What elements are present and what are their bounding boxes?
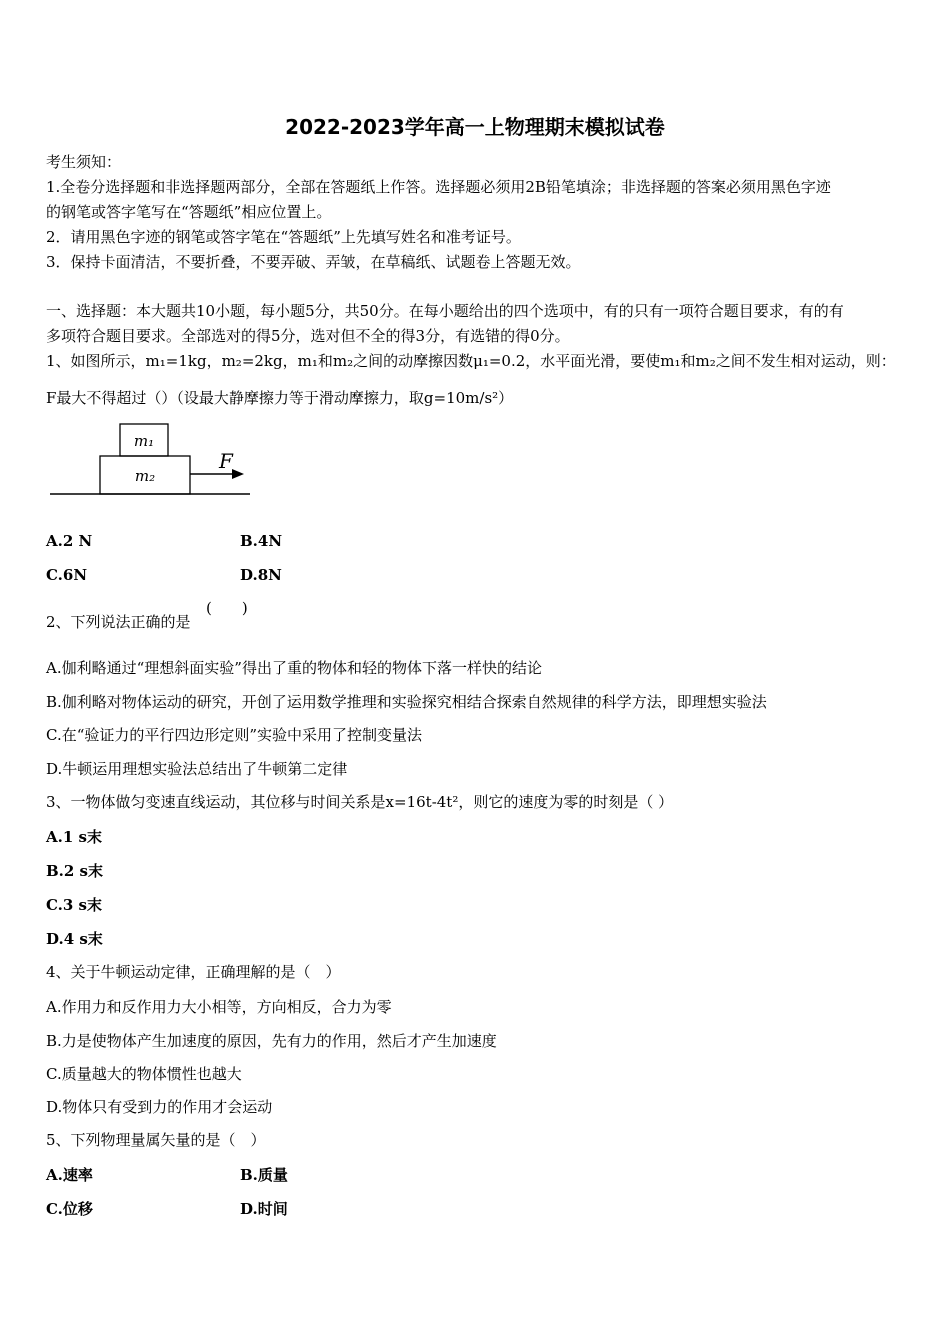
- q2-option-c: C.在“验证力的平行四边形定则”实验中采用了控制变量法: [46, 726, 423, 744]
- q3-option-a: A.1 s末: [46, 828, 102, 846]
- q4-stem: 4、关于牛顿运动定律，正确理解的是（ ）: [46, 963, 341, 981]
- q1-option-b: B.4N: [240, 532, 283, 550]
- q2-option-a: A.伽利略通过“理想斜面实验”得出了重的物体和轻的物体下落一样快的结论: [46, 659, 542, 677]
- q5-option-c: C.位移: [46, 1200, 93, 1218]
- q2-bracket: ( ): [206, 599, 248, 617]
- q1-option-d: D.8N: [240, 566, 282, 584]
- q5-option-d: D.时间: [240, 1200, 288, 1218]
- section-intro-2: 多项符合题目要求。全部选对的得5分，选对但不全的得3分，有选错的得0分。: [46, 327, 570, 345]
- notice-heading: 考生须知：: [46, 153, 122, 171]
- q2-option-d: D.牛顿运用理想实验法总结出了牛顿第二定律: [46, 760, 348, 778]
- notice-item-1b: 的钢笔或答字笔写在“答题纸”相应位置上。: [46, 203, 332, 221]
- q4-option-c: C.质量越大的物体惯性也越大: [46, 1065, 242, 1083]
- notice-item-3: 3．保持卡面清洁，不要折叠，不要弄破、弄皱，在草稿纸、试题卷上答题无效。: [46, 253, 581, 271]
- q2-option-b: B.伽利略对物体运动的研究，开创了运用数学推理和实验探究相结合探索自然规律的科学方法，即理想实验法: [46, 693, 767, 711]
- label-m2: m₂: [134, 467, 156, 485]
- arrow-head-icon: [232, 469, 244, 479]
- q2-stem: 2、下列说法正确的是: [46, 613, 191, 631]
- label-force: F: [219, 449, 233, 473]
- q4-option-b: B.力是使物体产生加速度的原因，先有力的作用，然后才产生加速度: [46, 1032, 497, 1050]
- q1-stem-1: 1、如图所示，m₁=1kg，m₂=2kg，m₁和m₂之间的动摩擦因数μ₁=0.2，水平面光滑，要使m₁和m₂之间不发生相对运动，则：: [46, 352, 896, 370]
- notice-item-2: 2．请用黑色字迹的钢笔或答字笔在“答题纸”上先填写姓名和准考证号。: [46, 228, 521, 246]
- q5-option-b: B.质量: [240, 1166, 288, 1184]
- page-title: 2022-2023学年高一上物理期末模拟试卷: [285, 115, 665, 139]
- q3-stem: 3、一物体做匀变速直线运动，其位移与时间关系是x=16t-4t²，则它的速度为零的时刻是（ ）: [46, 793, 674, 811]
- notice-item-1a: 1.全卷分选择题和非选择题两部分，全部在答题纸上作答。选择题必须用2B铅笔填涂；非选择题的答案必须用黑色字迹: [46, 178, 831, 196]
- q5-option-a: A.速率: [46, 1166, 93, 1184]
- label-m1: m₁: [133, 432, 155, 450]
- q1-option-c: C.6N: [46, 566, 88, 584]
- q4-option-d: D.物体只有受到力的作用才会运动: [46, 1098, 273, 1116]
- blocks-figure: [46, 418, 256, 504]
- q3-option-c: C.3 s末: [46, 896, 103, 914]
- q3-option-d: D.4 s末: [46, 930, 103, 948]
- section-intro-1: 一、选择题：本大题共10小题，每小题5分，共50分。在每小题给出的四个选项中，有的只有一项符合题目要求，有的有: [46, 302, 844, 320]
- q3-option-b: B.2 s末: [46, 862, 104, 880]
- q1-stem-2: F最大不得超过（）（设最大静摩擦力等于滑动摩擦力，取g=10m/s²）: [46, 389, 514, 407]
- q1-option-a: A.2 N: [46, 532, 93, 550]
- q5-stem: 5、下列物理量属矢量的是（ ）: [46, 1131, 266, 1149]
- q4-option-a: A.作用力和反作用力大小相等，方向相反，合力为零: [46, 998, 392, 1016]
